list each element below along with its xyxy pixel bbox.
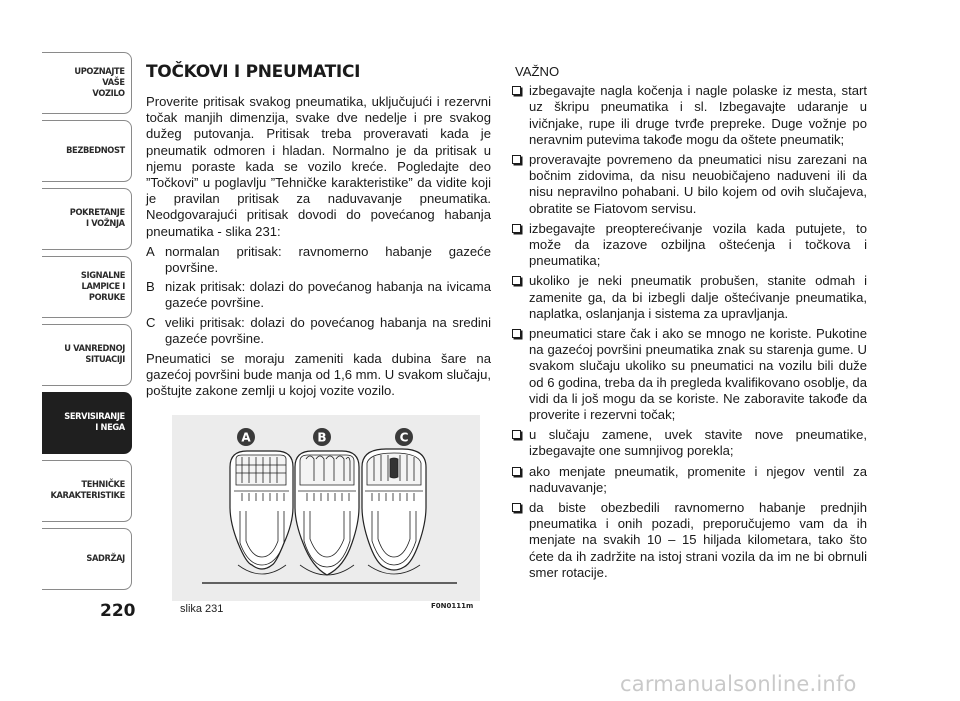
pressure-item-a bbox=[146, 244, 491, 276]
warning-text: izbegavajte nagla kočenja i nagle polaske iz mesta, start uz škripu pneumatika i sl. Izbegavajte udaranje u ivičnjake, rupe ili druge tvrđe prepreke. Duge vožnje po neravnim putevima takođe mogu da oštete pneumatik; bbox=[529, 83, 867, 147]
intro-paragraph: Proverite pritisak svakog pneumatika, uključujući i rezervni točak manjih dimenzija, svake dve nedelje i pre svakog dužeg putovanja. Pritisak treba proveravati kada je pneumatik odmoren i hladan. Normalno je da pritisak u njemu poraste kada se vozilo kreće. Pogledajte deo ”Točkovi” u poglavlju ”Tehničke karakteristike” da vidite koji je pravilan pritisak za naduvavanje pneumatika. Neodgovarajući pritisak dovodi do povećanog habanja pneumatika - slika 231: bbox=[146, 94, 491, 239]
warning-item bbox=[512, 427, 867, 459]
warning-item bbox=[512, 464, 867, 496]
chapter-tab[interactable] bbox=[42, 324, 132, 386]
chapter-tab[interactable] bbox=[42, 528, 132, 590]
left-column bbox=[146, 62, 491, 404]
figure-code: F0N0111m bbox=[431, 602, 474, 610]
checkbox-bullet-icon bbox=[512, 155, 521, 164]
warning-item bbox=[512, 83, 867, 148]
warning-list bbox=[512, 83, 867, 581]
item-text: veliki pritisak: dolazi do povećanog habanja na sredini gazeće površine. bbox=[165, 314, 491, 346]
warning-item bbox=[512, 500, 867, 581]
watermark: carmanualsonline.info bbox=[620, 672, 857, 696]
tire-wear-figure bbox=[172, 415, 480, 601]
item-letter: B bbox=[146, 279, 155, 295]
chapter-tab-label: UPOZNAJTE VAŠE VOZILO bbox=[74, 66, 125, 99]
tire-wear-illustration bbox=[172, 415, 480, 601]
chapter-tab[interactable] bbox=[42, 256, 132, 318]
warning-text: u slučaju zamene, uvek stavite nove pneumatike, izbegavajte one sumnjivog porekla; bbox=[529, 427, 867, 459]
item-letter: C bbox=[146, 314, 156, 330]
checkbox-bullet-icon bbox=[512, 276, 521, 285]
checkbox-bullet-icon bbox=[512, 467, 521, 476]
chapter-tab-label: POKRETANJE I VOŽNJA bbox=[70, 208, 125, 229]
checkbox-bullet-icon bbox=[512, 329, 521, 338]
warning-item bbox=[512, 326, 867, 423]
section-title: TOČKOVI I PNEUMATICI bbox=[146, 62, 361, 82]
warning-item bbox=[512, 273, 867, 322]
chapter-tab[interactable] bbox=[42, 460, 132, 522]
chapter-tab[interactable] bbox=[42, 188, 132, 250]
item-text: normalan pritisak: ravnomerno habanje gazeće površine. bbox=[165, 243, 491, 276]
warning-text: pneumatici stare čak i ako se mnogo ne koriste. Pukotine na gazećoj površini pneumatika znak su starenja gume. U svakom slučaju ukoliko su pneumatici na vozilu bili duže od 6 godina, treba da ih pregleda kvalifikovano osoblje, da vidi da li još mogu da se koriste. Ne zaboravite takođe da proverite i rezervni točak; bbox=[529, 326, 867, 423]
outro-paragraph: Pneumatici se moraju zameniti kada dubina šare na gazećoj površini bude manja od 1,6 mm. U svakom slučaju, poštujte zakone zemlji u kojoj vozite vozilo. bbox=[146, 351, 491, 399]
checkbox-bullet-icon bbox=[512, 86, 521, 95]
warning-text: da biste obezbedili ravnomerno habanje prednjih pneumatika i onih pozadi, preporučujemo vam da ih menjate na svakih 10 – 15 hiljada kilometara, tako što ćete da ih zadržite na istoj strani vozila da im ne bi obrnuli smer rotacije. bbox=[529, 500, 867, 580]
warning-text: izbegavajte preopterećivanje vozila kada putujete, to može da izazove ozbiljna oštećenja i točkova i pneumatika; bbox=[529, 220, 867, 269]
item-letter: A bbox=[146, 243, 155, 259]
chapter-tab[interactable] bbox=[42, 120, 132, 182]
important-heading: VAŽNO bbox=[515, 64, 560, 79]
checkbox-bullet-icon bbox=[512, 430, 521, 439]
checkbox-bullet-icon bbox=[512, 224, 521, 233]
right-column bbox=[512, 64, 867, 585]
item-text: nizak pritisak: dolazi do povećanog habanja na ivicama gazeće površine. bbox=[165, 279, 491, 311]
warning-text: proveravajte povremeno da pneumatici nisu zarezani na bočnim zidovima, da nisu neuobičajeno naduveni ili da nisu nepravilno pohabani. U bilo kojem od ovih slučajeva, obratite se Fiatovom servisu. bbox=[529, 152, 867, 216]
pressure-item-c bbox=[146, 315, 491, 347]
chapter-tab[interactable] bbox=[42, 52, 132, 114]
pressure-list bbox=[146, 244, 491, 347]
checkbox-bullet-icon bbox=[512, 503, 521, 512]
warning-text: ukoliko je neki pneumatik probušen, stanite odmah i zamenite ga, da bi izbegli dalje oštećivanje pneumatika, naplatka, oslanjanja i sistema za upravljanja. bbox=[529, 273, 867, 321]
chapter-tab-label: SERVISIRANJE I NEGA bbox=[64, 412, 125, 433]
label-c: C bbox=[399, 430, 409, 445]
label-a: A bbox=[241, 430, 251, 445]
chapter-tab[interactable] bbox=[42, 392, 132, 454]
warning-text: ako menjate pneumatik, promenite i njegov ventil za naduvavanje; bbox=[529, 463, 867, 495]
tire-a-illustration bbox=[230, 428, 293, 574]
chapter-tab-label: TEHNIČKE KARAKTERISTIKE bbox=[50, 480, 125, 501]
chapter-tab-label: SIGNALNE LAMPICE I PORUKE bbox=[80, 270, 125, 303]
chapter-tab-label: SADRŽAJ bbox=[86, 553, 125, 564]
tire-b-illustration bbox=[295, 428, 359, 575]
warning-item bbox=[512, 221, 867, 270]
tire-c-illustration bbox=[362, 428, 426, 574]
warning-item bbox=[512, 152, 867, 217]
figure-caption: slika 231 bbox=[180, 603, 224, 615]
chapter-tab-label: U VANREDNOJ SITUACIJI bbox=[64, 344, 125, 365]
page-number: 220 bbox=[100, 601, 136, 621]
label-b: B bbox=[317, 430, 327, 445]
pressure-item-b bbox=[146, 279, 491, 311]
chapter-tab-label: BEZBEDNOST bbox=[66, 145, 125, 156]
